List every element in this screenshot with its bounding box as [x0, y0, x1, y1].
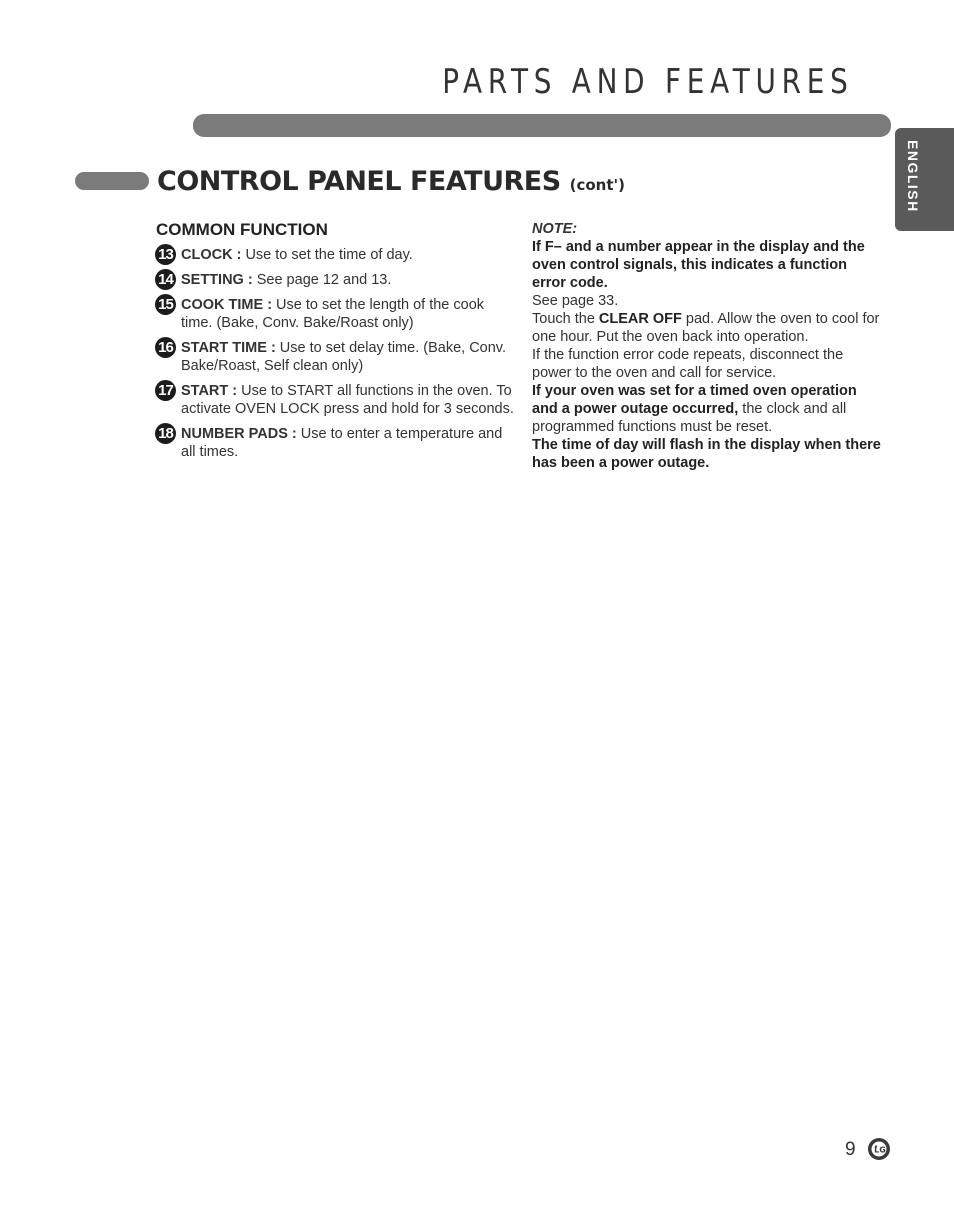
number-badge: 16 — [155, 337, 176, 358]
note-outage-bold: If your oven was set for a timed oven operation and a power outage occurred, — [532, 383, 857, 417]
number-badge: 18 — [155, 423, 176, 444]
feature-term: NUMBER PADS : — [181, 426, 297, 442]
number-badge: 13 — [155, 244, 176, 265]
note-outage-text: the clock and all programmed functions must be reset. — [532, 401, 847, 435]
note-outage — [532, 382, 882, 436]
feature-text: Use to START all functions in the oven. To activate OVEN LOCK press and hold for 3 seconds. — [181, 383, 514, 417]
feature-text: Use to set the time of day. — [241, 247, 413, 263]
feature-text: See page 12 and 13. — [252, 272, 392, 288]
feature-item — [155, 271, 517, 289]
number-badge: 14 — [155, 269, 176, 290]
feature-text: Use to set the length of the cook time. (Bake, Conv. Bake/Roast only) — [181, 297, 485, 331]
feature-item — [155, 425, 517, 461]
note-repeat: If the function error code repeats, disconnect the power to the oven and call for service. — [532, 347, 844, 381]
lg-logo-text: LG — [874, 1145, 886, 1155]
common-function-column — [155, 220, 517, 468]
feature-item — [155, 382, 517, 418]
section-title-suffix: (cont') — [569, 176, 625, 194]
lg-logo-icon — [867, 1137, 891, 1161]
note-flash: The time of day will flash in the display when there has been a power outage. — [532, 437, 881, 471]
language-tab — [895, 128, 954, 231]
note-touch-suffix: pad. Allow the oven to cool for one hour. Put the oven back into operation. — [532, 311, 880, 345]
feature-item — [155, 296, 517, 332]
clear-off-key: CLEAR OFF — [598, 311, 682, 327]
feature-term: SETTING : — [181, 272, 253, 288]
page-header-title: PARTS AND FEATURES — [442, 62, 854, 102]
feature-text: Use to set delay time. (Bake, Conv. Bake/Roast, Self clean only) — [181, 340, 506, 374]
note-label: NOTE: — [532, 221, 578, 237]
feature-item — [155, 339, 517, 375]
number-badge: 17 — [155, 380, 176, 401]
note-column — [532, 220, 882, 472]
feature-term: CLOCK : — [181, 247, 242, 263]
feature-term: COOK TIME : — [181, 297, 273, 313]
language-tab-label: ENGLISH — [905, 140, 921, 213]
section-title — [157, 166, 625, 197]
section-pill — [75, 172, 149, 190]
number-badge: 15 — [155, 294, 176, 315]
common-function-heading: COMMON FUNCTION — [156, 220, 328, 239]
page-number: 9 — [845, 1139, 856, 1160]
note-see-page: See page 33. — [532, 293, 619, 309]
feature-term: START TIME : — [181, 340, 276, 356]
section-title-text: CONTROL PANEL FEATURES — [157, 166, 561, 197]
feature-term: START : — [181, 383, 238, 399]
feature-item — [155, 246, 517, 264]
note-touch-instruction — [532, 310, 882, 346]
feature-text: Use to enter a temperature and all times. — [181, 426, 503, 460]
header-bar — [193, 114, 891, 137]
note-touch-prefix: Touch the — [532, 311, 599, 327]
note-intro: If F– and a number appear in the display and the oven control signals, this indicates a function error code. — [532, 239, 865, 291]
